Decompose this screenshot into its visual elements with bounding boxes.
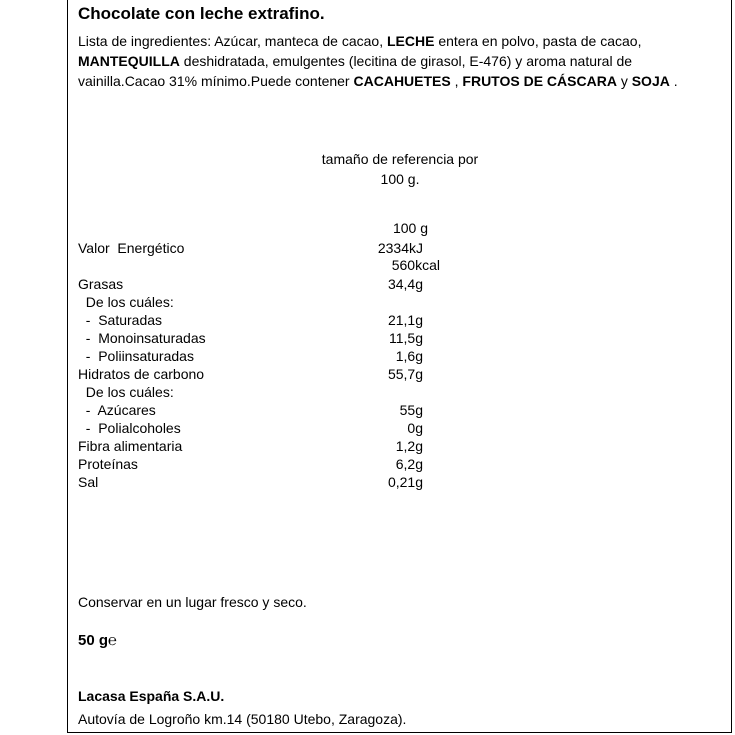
ingredients-text: Lista de ingredientes: Azúcar, manteca de cacao, <box>78 33 387 49</box>
nutrition-value: 0,21g <box>387 474 423 490</box>
nutrition-label: Fibra alimentaria <box>78 438 183 454</box>
reference-size-line2: 100 g. <box>380 171 420 187</box>
nutrition-row <box>78 455 438 473</box>
nutrition-label: De los cuáles: <box>78 384 174 400</box>
allergen-nuts: FRUTOS DE CÁSCARA <box>462 73 617 89</box>
product-title: Chocolate con leche extrafino. <box>78 4 325 23</box>
net-weight: 50 g℮ <box>78 632 118 649</box>
nutrition-label: Hidratos de carbono <box>78 366 205 382</box>
nutrition-label: - Polialcoholes <box>78 420 181 436</box>
ingredients-text: entera en polvo, pasta de cacao, <box>434 33 642 49</box>
nutrition-row <box>78 365 438 383</box>
allergen-soy: SOJA <box>631 73 670 89</box>
nutrition-label: Sal <box>78 474 99 490</box>
nutrition-row <box>78 437 438 455</box>
nutrition-column-header: 100 g <box>392 220 428 236</box>
nutrition-value: 6,2g <box>395 456 423 472</box>
ingredients-text: deshidratada, emulgentes (lecitina de girasol, E-476) y aroma natural de vainilla.Cacao 31% mínimo.Puede contener <box>78 53 633 89</box>
ingredients-list <box>78 31 678 91</box>
nutrition-value: 55g <box>399 402 423 418</box>
nutrition-value: 1,2g <box>395 438 423 454</box>
nutrition-label: - Monoinsaturadas <box>78 330 206 346</box>
allergen-butter: MANTEQUILLA <box>78 53 180 69</box>
ingredients-text: . <box>669 73 678 89</box>
nutrition-label: Valor Energético <box>78 240 185 256</box>
ingredients-text: , <box>450 73 463 89</box>
nutrition-row <box>78 275 438 293</box>
nutrition-row <box>78 293 438 311</box>
nutrition-value: 34,4g <box>387 276 423 292</box>
nutrition-row <box>78 329 438 347</box>
storage-instructions: Conservar en un lugar fresco y seco. <box>78 594 307 610</box>
nutrition-label: De los cuáles: <box>78 294 174 310</box>
allergen-peanuts: CACAHUETES <box>353 73 451 89</box>
nutrition-value: 1,6g <box>395 348 423 364</box>
nutrition-label: Grasas <box>78 276 124 292</box>
nutrition-row <box>78 401 438 419</box>
nutrition-row <box>78 419 438 437</box>
nutrition-label: - Poliinsaturadas <box>78 348 194 364</box>
nutrition-row <box>78 239 438 257</box>
nutrition-row <box>78 311 438 329</box>
nutrition-value: 11,5g <box>389 330 423 346</box>
nutrition-value: 21,1g <box>387 312 423 328</box>
nutrition-label: - Azúcares <box>78 402 156 418</box>
nutrition-value: 0g <box>407 420 423 436</box>
nutrition-value: 2334kJ <box>377 240 423 256</box>
energy-kcal-value: 560kcal <box>391 257 440 273</box>
nutrition-label: Proteínas <box>78 456 138 472</box>
ingredients-text: y <box>616 73 632 89</box>
nutrition-row <box>78 383 438 401</box>
nutrition-row <box>78 347 438 365</box>
nutrition-label: - Saturadas <box>78 312 163 328</box>
reference-size <box>300 149 500 189</box>
nutrition-value: 55,7g <box>387 366 423 382</box>
reference-size-line1: tamaño de referencia por <box>321 151 479 167</box>
allergen-milk: LECHE <box>386 33 435 49</box>
manufacturer-address: Autovía de Logroño km.14 (50180 Utebo, Zaragoza). <box>78 711 407 727</box>
manufacturer-name: Lacasa España S.A.U. <box>78 688 225 704</box>
nutrition-row <box>78 473 438 491</box>
